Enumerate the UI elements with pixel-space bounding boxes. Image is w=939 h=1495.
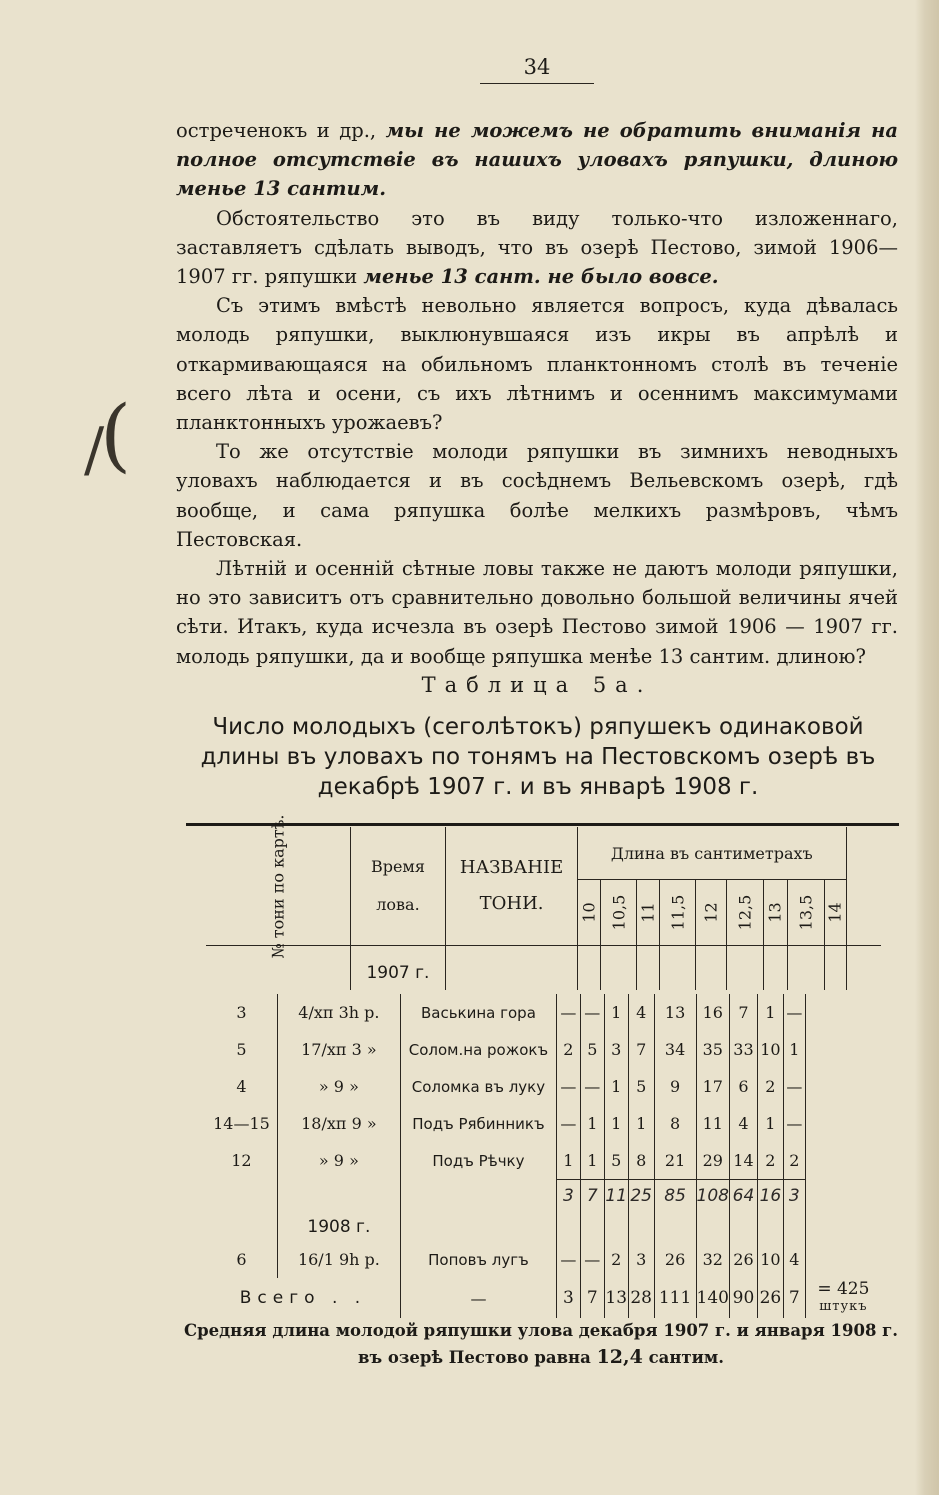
total-value: 140 <box>696 1278 729 1318</box>
length-13-5 <box>788 880 825 946</box>
table-row <box>206 1241 881 1278</box>
row-num: 5 <box>236 1040 247 1059</box>
data-rows-table <box>206 994 881 1318</box>
caption-unit: сантим. <box>642 1348 724 1367</box>
row-value: 4 <box>729 1105 757 1142</box>
row-value: 21 <box>654 1142 696 1179</box>
length-10-5 <box>600 880 637 946</box>
row-value: — <box>556 1068 580 1105</box>
body-text <box>176 116 898 671</box>
handwritten-subtotal: 3 <box>556 1179 580 1213</box>
row-name: Поповъ лугъ <box>400 1241 556 1278</box>
paragraph-1 <box>176 116 898 204</box>
row-value: — <box>783 994 805 1031</box>
table-caption <box>176 1318 906 1371</box>
row-value: 8 <box>654 1105 696 1142</box>
total-sum-unit: штукъ <box>819 1299 868 1314</box>
year-1907: 1907 г. <box>350 956 445 990</box>
table-top-rule <box>186 823 899 826</box>
table-row <box>206 1068 881 1105</box>
length-12-5 <box>727 880 764 946</box>
row-value: 1 <box>580 1105 604 1142</box>
length-14 <box>824 880 846 946</box>
row-value: 7 <box>729 994 757 1031</box>
col-header-num-text: № тони по картѣ. <box>268 814 288 958</box>
year-1908: 1908 г. <box>277 1213 400 1241</box>
total-value: 7 <box>580 1278 604 1318</box>
paragraph-4: То же отсутствіе молоди ряпушки въ зимнихъ неводныхъ уловахъ наблюдается и въ сосѣднемъ Вельевскомъ озерѣ, гдѣ вообще, и сама ряпушка болѣе мелкихъ размѣровъ, чѣмъ Пестовская. <box>176 440 898 551</box>
row-value: 35 <box>696 1031 729 1068</box>
total-sum-value: = 425 <box>817 1279 870 1299</box>
handwritten-subtotal-row <box>206 1179 881 1213</box>
row-value: 34 <box>654 1031 696 1068</box>
length-label: 12,5 <box>735 894 755 931</box>
spacer-row <box>206 946 881 957</box>
hand-sum-empty <box>805 1179 881 1213</box>
row-value: 2 <box>556 1031 580 1068</box>
row-time: 16/1 9h р. <box>277 1241 400 1278</box>
table-title: Число молодыхъ (сеголѣтокъ) ряпушекъ одинаковой длины въ уловахъ по тонямъ на Пестовскомъ озерѣ въ декабрѣ 1907 г. и въ январѣ 1908 г. <box>200 714 876 800</box>
total-value: 90 <box>729 1278 757 1318</box>
handwritten-subtotal: 3 <box>783 1179 805 1213</box>
total-value: 13 <box>604 1278 628 1318</box>
emphasis-run: мы не можемъ не обратить вниманія на полное отсутствіе въ нашихъ уловахъ ряпушки, длиною менье 13 сантим. <box>176 119 898 201</box>
table-row <box>206 1031 881 1068</box>
col-header-length-group: Длина въ сантиметрахъ <box>578 827 846 880</box>
col-header-sum-empty <box>846 827 881 946</box>
caption-value: 12,4 <box>596 1346 643 1368</box>
row-value: 10 <box>757 1241 783 1278</box>
col-header-name <box>446 827 578 946</box>
row-name: Васькина гора <box>400 994 556 1031</box>
row-name: Подъ Рябинникъ <box>400 1105 556 1142</box>
col-header-time-text: Время лова. <box>370 857 425 914</box>
col-header-num <box>206 814 350 958</box>
length-11-5 <box>659 880 696 946</box>
row-value: 3 <box>604 1031 628 1068</box>
text-run: Обстоятельство это въ виду только-что изложеннаго, заставляетъ сдѣлать выводъ, что въ озерѣ Пестово, зимой 1906—1907 гг. ряпушки <box>176 206 898 289</box>
length-13 <box>763 880 787 946</box>
row-value: — <box>556 1241 580 1278</box>
row-value: 17 <box>696 1068 729 1105</box>
row-time: » 9 » <box>277 1068 400 1105</box>
row-sum-empty <box>805 1105 881 1142</box>
row-time: » 9 » <box>277 1142 400 1179</box>
table-label: Таблица 5а. <box>421 673 653 697</box>
header-row-1 <box>206 827 881 880</box>
row-num: 4 <box>236 1077 247 1096</box>
row-value: 2 <box>757 1068 783 1105</box>
row-value: 1 <box>628 1105 654 1142</box>
length-label: 11 <box>638 902 658 923</box>
table-row <box>206 994 881 1031</box>
row-value: 1 <box>604 1105 628 1142</box>
row-sum-empty <box>805 1241 881 1278</box>
length-11 <box>637 880 660 946</box>
total-dash: — <box>400 1278 556 1318</box>
row-value: — <box>556 994 580 1031</box>
handwritten-subtotal: 85 <box>654 1179 696 1213</box>
catch-table <box>206 814 881 990</box>
margin-pencil-mark: / <box>84 415 105 485</box>
row-sum-empty <box>805 1031 881 1068</box>
row-value: 16 <box>696 994 729 1031</box>
row-name: Солом.на рожокъ <box>400 1031 556 1068</box>
row-value: 1 <box>783 1031 805 1068</box>
row-value: — <box>783 1105 805 1142</box>
caption-text: въ озерѣ Пестово равна <box>358 1348 597 1367</box>
row-value: 2 <box>783 1142 805 1179</box>
row-value: 1 <box>556 1142 580 1179</box>
row-sum-empty <box>805 1142 881 1179</box>
row-value: 7 <box>628 1031 654 1068</box>
caption-line-1: Средняя длина молодой ряпушки улова декабря 1907 г. и января 1908 г. <box>183 1321 899 1340</box>
row-sum-empty <box>805 1068 881 1105</box>
length-label: 10 <box>579 902 599 923</box>
paragraph-2 <box>176 204 898 292</box>
table-row <box>206 1105 881 1142</box>
row-value: 29 <box>696 1142 729 1179</box>
col-header-name-text: НАЗВАНІЕ ТОНИ. <box>459 857 564 914</box>
length-label: 13 <box>766 902 786 923</box>
year-row-1907 <box>206 956 881 990</box>
handwritten-subtotal: 16 <box>757 1179 783 1213</box>
total-value: 111 <box>654 1278 696 1318</box>
total-value: 7 <box>783 1278 805 1318</box>
length-label: 11,5 <box>668 894 688 931</box>
row-value: 3 <box>628 1241 654 1278</box>
row-value: 32 <box>696 1241 729 1278</box>
row-name: Соломка въ луку <box>400 1068 556 1105</box>
margin-bracket-mark: ( <box>100 388 132 481</box>
row-value: 13 <box>654 994 696 1031</box>
row-value: 9 <box>654 1068 696 1105</box>
total-label: Всего . . <box>239 1288 367 1308</box>
total-value: 3 <box>556 1278 580 1318</box>
row-value: 2 <box>604 1241 628 1278</box>
page-number: 34 <box>480 55 594 84</box>
row-value: — <box>556 1105 580 1142</box>
row-value: 10 <box>757 1031 783 1068</box>
row-value: 1 <box>757 1105 783 1142</box>
row-num: 3 <box>236 1003 247 1022</box>
total-row <box>206 1278 881 1318</box>
length-label: 12 <box>701 902 721 923</box>
handwritten-subtotal: 11 <box>604 1179 628 1213</box>
handwritten-subtotal: 25 <box>628 1179 654 1213</box>
row-value: 1 <box>604 1068 628 1105</box>
row-value: 11 <box>696 1105 729 1142</box>
row-value: 5 <box>628 1068 654 1105</box>
row-value: 26 <box>729 1241 757 1278</box>
row-name: Подъ Рѣчку <box>400 1142 556 1179</box>
row-value: 26 <box>654 1241 696 1278</box>
row-value: 6 <box>729 1068 757 1105</box>
length-label: 13,5 <box>796 894 816 931</box>
row-value: 1 <box>580 1142 604 1179</box>
row-time: 17/xп 3 » <box>277 1031 400 1068</box>
handwritten-subtotal: 64 <box>729 1179 757 1213</box>
row-value: 33 <box>729 1031 757 1068</box>
row-value: 5 <box>580 1031 604 1068</box>
row-value: — <box>580 994 604 1031</box>
handwritten-subtotal: 7 <box>580 1179 604 1213</box>
row-num: 14—15 <box>213 1114 270 1133</box>
row-value: — <box>783 1068 805 1105</box>
row-value: — <box>580 1068 604 1105</box>
paragraph-5: Лѣтній и осенній сѣтные ловы также не даютъ молоди ряпушки, но это зависитъ отъ сравнительно довольно большой величины ячей сѣти. Итакъ, куда исчезла въ озерѣ Пестово зимой 1906 — 1907 гг. молодь ряпушки, да и вообще ряпушка менѣе 13 сантим. длиною? <box>176 557 898 668</box>
text-run: остреченокъ и др., <box>176 119 386 142</box>
row-value: 8 <box>628 1142 654 1179</box>
length-label: 14 <box>825 902 845 923</box>
caption-line-2 <box>176 1344 906 1371</box>
table-row <box>206 1142 881 1179</box>
paragraph-3: Съ этимъ вмѣстѣ невольно является вопросъ, куда дѣвалась молодь ряпушки, выклюнувшаяся изъ икры въ апрѣлѣ и откармивающаяся на обильномъ планктонномъ столѣ въ теченіе всего лѣта и осени, съ ихъ лѣтнимъ и осеннимъ максимумами планктонныхъ урожаевъ? <box>176 294 898 435</box>
row-value: 2 <box>757 1142 783 1179</box>
emphasis-run: менье 13 сант. не было вовсе. <box>363 265 719 289</box>
row-value: 5 <box>604 1142 628 1179</box>
row-value: 1 <box>604 994 628 1031</box>
total-value: 28 <box>628 1278 654 1318</box>
row-value: — <box>580 1241 604 1278</box>
row-time: 4/xп 3h р. <box>277 994 400 1031</box>
row-sum-empty <box>805 994 881 1031</box>
length-label: 10,5 <box>608 894 628 931</box>
row-value: 4 <box>628 994 654 1031</box>
year-row-1908 <box>206 1213 881 1241</box>
row-num: 6 <box>236 1250 247 1269</box>
total-value: 26 <box>757 1278 783 1318</box>
length-12 <box>696 880 727 946</box>
row-value: 1 <box>757 994 783 1031</box>
row-num: 12 <box>231 1151 252 1170</box>
row-time: 18/xп 9 » <box>277 1105 400 1142</box>
total-sum <box>805 1278 881 1318</box>
row-value: 14 <box>729 1142 757 1179</box>
length-10 <box>578 880 601 946</box>
handwritten-subtotal: 108 <box>696 1179 729 1213</box>
page-edge <box>915 0 939 1495</box>
row-value: 4 <box>783 1241 805 1278</box>
col-header-time <box>350 827 445 946</box>
